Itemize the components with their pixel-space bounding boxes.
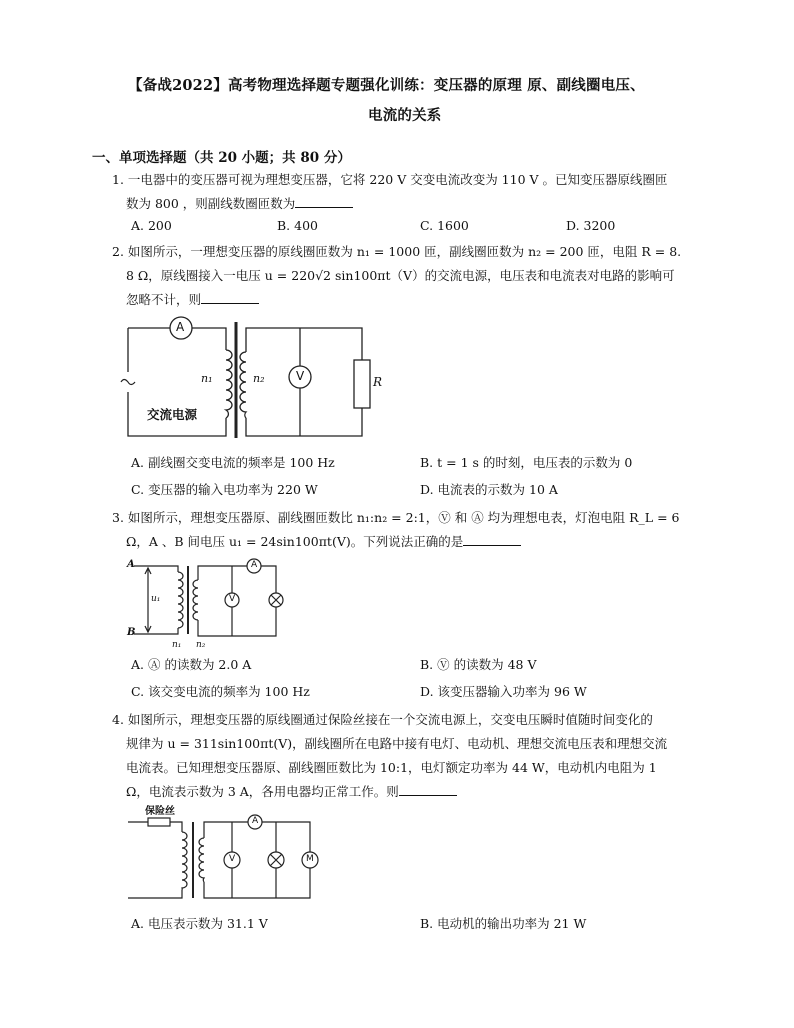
q3-voltmeter-label: V	[229, 594, 236, 604]
q2-ammeter-label: A	[176, 320, 185, 334]
q3-option-a[interactable]: A. Ⓐ 的读数为 2.0 A	[131, 657, 252, 672]
q2-text-line1: 2. 如图所示，一理想变压器的原线圈匝数为 n₁ = 1000 匝，副线圈匝数为 n₂ = 200 匝，电阻 R = 8.	[112, 244, 682, 259]
q3-text-line1: 3. 如图所示，理想变压器原、副线圈匝数比 n₁:n₂ = 2:1，Ⓥ 和 Ⓐ 均为理想电表，灯泡电阻 R_L = 6	[112, 510, 680, 525]
q4-ammeter-label: A	[252, 816, 259, 826]
q4-fuse-label: 保险丝	[145, 806, 175, 817]
q4-option-a[interactable]: A. 电压表示数为 31.1 V	[131, 916, 268, 931]
q2-option-c[interactable]: C. 变压器的输入电功率为 220 W	[131, 482, 318, 497]
page-title-line2: 电流的关系	[368, 107, 442, 124]
q4-text-line2: 规律为 u = 311sin100πt(V)，副线圈所在电路中接有电灯、电动机、理想交流电压表和理想交流	[126, 736, 668, 751]
q2-n2-label: n₂	[253, 372, 265, 385]
q2-option-b[interactable]: B. t = 1 s 的时刻，电压表的示数为 0	[420, 455, 633, 470]
q4-option-b[interactable]: B. 电动机的输出功率为 21 W	[420, 916, 587, 931]
q3-option-d[interactable]: D. 该变压器输入功率为 96 W	[420, 684, 587, 699]
q2-n1-label: n₁	[201, 372, 213, 385]
q1-text-line1: 1. 一电器中的变压器可视为理想变压器，它将 220 V 交变电流改变为 110 V 。已知变压器原线圈匝	[112, 172, 668, 187]
q1-option-b[interactable]: B. 400	[277, 218, 318, 233]
q3-text-line2: Ω，A 、B 间电压 u₁ = 24sin100πt(V)。下列说法正确的是	[126, 530, 521, 554]
q3-terminal-a: A	[127, 559, 135, 570]
q3-n1-label: n₁	[172, 640, 182, 650]
q4-text-line1: 4. 如图所示，理想变压器的原线圈通过保险丝接在一个交流电源上，交变电压瞬时值随时间变化的	[112, 712, 653, 727]
q1-option-a[interactable]: A. 200	[131, 218, 172, 233]
q2-text-line3: 忽略不计，则	[126, 288, 259, 312]
q4-text-line4: Ω，电流表示数为 3 A，各用电器均正常工作。则	[126, 780, 457, 804]
q3-ammeter-label: A	[251, 560, 258, 570]
q2-option-a[interactable]: A. 副线圈交变电流的频率是 100 Hz	[131, 455, 335, 470]
q3-terminal-b: B	[127, 627, 136, 638]
q3-option-c[interactable]: C. 该交变电流的频率为 100 Hz	[131, 684, 310, 699]
q3-option-b[interactable]: B. Ⓥ 的读数为 48 V	[420, 657, 537, 672]
q4-motor-label: M	[306, 854, 314, 864]
q2-r-label: R	[373, 375, 383, 389]
q1-text-line2: 数为 800 ，则副线数圈匝数为	[126, 192, 353, 216]
q2-source-label: 交流电源	[147, 407, 198, 422]
q1-option-c[interactable]: C. 1600	[420, 218, 469, 233]
q4-text-line3: 电流表。已知理想变压器原、副线圈匝数比为 10:1，电灯额定功率为 44 W，电动机内电阻为 1	[126, 760, 657, 775]
q3-u1-label: u₁	[151, 594, 161, 604]
q4-voltmeter-label: V	[229, 854, 236, 864]
section-heading: 一、单项选择题（共 20 小题；共 80 分）	[92, 150, 351, 166]
q2-option-d[interactable]: D. 电流表的示数为 10 A	[420, 482, 558, 497]
q1-option-d[interactable]: D. 3200	[566, 218, 616, 233]
page-title-line1: 【备战2022】高考物理选择题专题强化训练：变压器的原理 原、副线圈电压、	[128, 77, 645, 94]
q2-voltmeter-label: V	[296, 369, 305, 383]
q2-text-line2: 8 Ω，原线圈接入一电压 u = 220√2 sin100πt（V）的交流电源，电压表和电流表对电路的影响可	[126, 268, 675, 283]
q3-n2-label: n₂	[196, 640, 206, 650]
